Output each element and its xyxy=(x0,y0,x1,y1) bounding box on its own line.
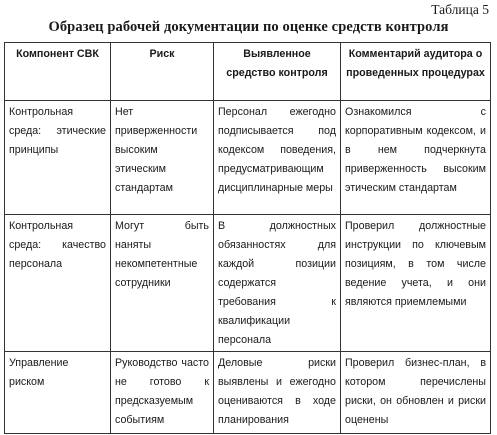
cell-risk: Могут быть наняты некомпетентные сотрудники xyxy=(111,215,214,352)
cell-component: Контрольная среда: качество персонала xyxy=(5,215,111,352)
cell-auditor-comment: Проверил должностные инструкции по ключевым позициям, в том числе ведение учета, и они являются приемлемыми xyxy=(341,215,491,352)
header-risk: Риск xyxy=(111,43,214,101)
header-auditor-comment: Комментарий аудитора о проведенных процедурах xyxy=(341,43,491,101)
table-row xyxy=(5,101,491,215)
header-component: Компонент СВК xyxy=(5,43,111,101)
table-header-row xyxy=(5,43,491,101)
header-control: Выявленное средство контроля xyxy=(214,43,341,101)
cell-component: Управление риском xyxy=(5,352,111,434)
cell-auditor-comment: Проверил бизнес-план, в котором перечислены риски, он обновлен и риски оценены xyxy=(341,352,491,434)
cell-control: Деловые риски выявлены и ежегодно оцениваются в ходе планирования xyxy=(214,352,341,434)
cell-auditor-comment: Ознакомился с корпоративным кодексом, и в нем подчеркнута приверженность высоким этическим стандартам xyxy=(341,101,491,215)
document-title: Образец рабочей документации по оценке средств контроля xyxy=(48,19,449,35)
table-row xyxy=(5,215,491,352)
control-assessment-table xyxy=(4,42,491,434)
cell-control: Персонал ежегодно подписывается под кодексом поведения, предусматривающим дисциплинарные меры xyxy=(214,101,341,215)
table-caption-number: Таблица 5 xyxy=(431,2,489,17)
cell-risk: Руководство часто не готово к предсказуемым событиям xyxy=(111,352,214,434)
cell-control: В должностных обязанностях для каждой позиции содержатся требования к квалификации персонала xyxy=(214,215,341,352)
cell-risk: Нет приверженности высоким этическим стандартам xyxy=(111,101,214,215)
table-row xyxy=(5,352,491,434)
cell-component: Контрольная среда: этические принципы xyxy=(5,101,111,215)
